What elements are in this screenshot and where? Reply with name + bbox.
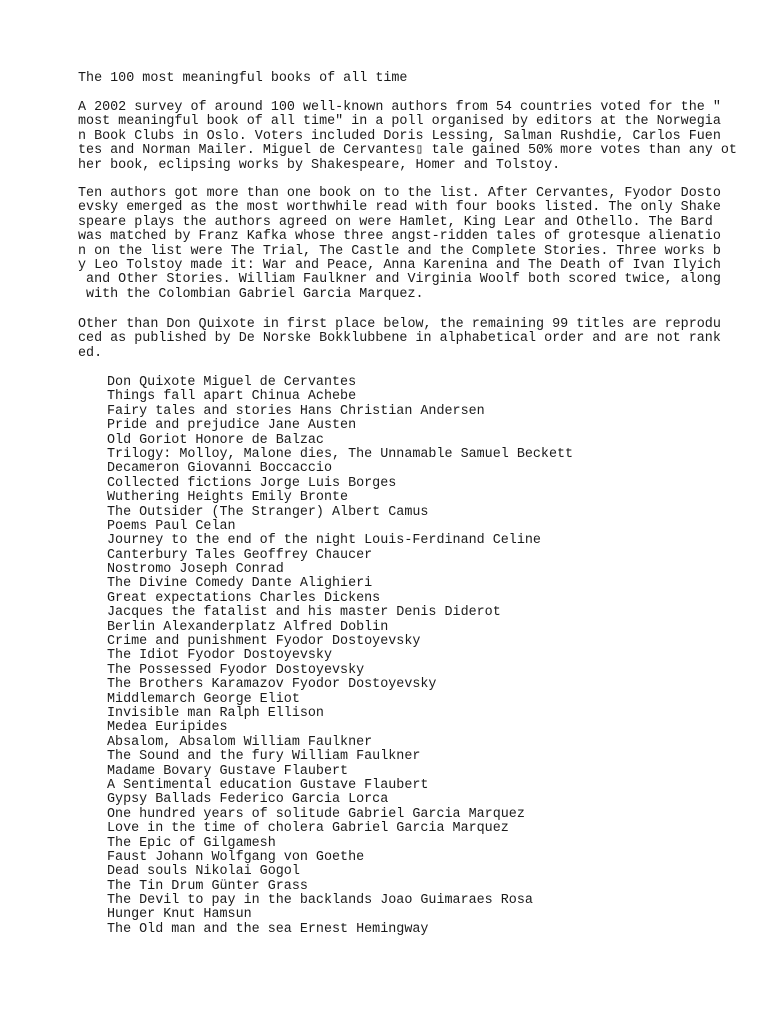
book-list-item: Medea Euripides bbox=[107, 720, 228, 736]
book-list-item: Collected fictions Jorge Luis Borges bbox=[107, 475, 397, 491]
book-list-item: Things fall apart Chinua Achebe bbox=[107, 389, 357, 405]
ordering-paragraph: Other than Don Quixote in first place below, the remaining 99 titles are reprodu ced as published by De Norske Bokklubbene in alphabetical order and are not rank ed. bbox=[78, 317, 721, 361]
book-list-item: Madame Bovary Gustave Flaubert bbox=[107, 763, 349, 779]
book-list-item: Love in the time of cholera Gabriel Garcia Marquez bbox=[107, 821, 509, 837]
book-list-item: Gypsy Ballads Federico Garcia Lorca bbox=[107, 792, 389, 808]
book-list-item: The Tin Drum Günter Grass bbox=[107, 878, 308, 894]
book-list-item: Decameron Giovanni Boccaccio bbox=[107, 461, 332, 477]
book-list-item: The Sound and the fury William Faulkner bbox=[107, 749, 421, 765]
book-list-item: Invisible man Ralph Ellison bbox=[107, 705, 324, 721]
book-list-item: The Devil to pay in the backlands Joao Guimaraes Rosa bbox=[107, 893, 533, 909]
book-list bbox=[107, 376, 573, 937]
book-list-item: Absalom, Absalom William Faulkner bbox=[107, 734, 373, 750]
book-list-item: Hunger Knut Hamsun bbox=[107, 907, 252, 923]
document-title: The 100 most meaningful books of all time bbox=[78, 71, 408, 86]
book-list-item: Middlemarch George Eliot bbox=[107, 691, 300, 707]
book-list-item: The Brothers Karamazov Fyodor Dostoyevsky bbox=[107, 677, 437, 693]
book-list-item: Trilogy: Molloy, Malone dies, The Unnamable Samuel Beckett bbox=[107, 446, 574, 462]
book-list-item: Fairy tales and stories Hans Christian Andersen bbox=[107, 403, 485, 419]
book-list-item: The Idiot Fyodor Dostoyevsky bbox=[107, 648, 332, 664]
book-list-item: Pride and prejudice Jane Austen bbox=[107, 418, 357, 434]
book-list-item: Faust Johann Wolfgang von Goethe bbox=[107, 849, 365, 865]
authors-paragraph: Ten authors got more than one book on to the list. After Cervantes, Fyodor Dosto evsky emerged as the most worthwhile read with four books listed. The only Shake speare plays the authors agreed on were Hamlet, King Lear and Othello. The Bard was matched by Franz Kafka whose three angst-ridden tales of grotesque alienatio n on the list were The Trial, The Castle and the Complete Stories. Three works b y Leo Tolstoy made it: War and Peace, Anna Karenina and The Death of Ivan Ilyich and Other Stories. William Faulkner and Virginia Woolf both scored twice, along with the Colombian Gabriel Garcia Marquez. bbox=[78, 186, 721, 302]
book-list-item: Dead souls Nikolai Gogol bbox=[107, 864, 300, 880]
book-list-item: The Outsider (The Stranger) Albert Camus bbox=[107, 504, 429, 520]
intro-paragraph: A 2002 survey of around 100 well-known authors from 54 countries voted for the " most meaningful book of all time" in a poll organised by editors at the Norwegia n Book Clubs in Oslo. Voters included Doris Lessing, Salman Rushdie, Carlos Fuen tes and Norman Mailer. Miguel de Cervantes▯ tale gained 50% more votes than any ot her book, eclipsing works by Shakespeare, Homer and Tolstoy. bbox=[78, 100, 737, 173]
book-list-item: Don Quixote Miguel de Cervantes bbox=[107, 375, 357, 390]
book-list-item: The Divine Comedy Dante Alighieri bbox=[107, 576, 373, 592]
book-list-item: The Epic of Gilgamesh bbox=[107, 835, 276, 851]
book-list-item: Poems Paul Celan bbox=[107, 518, 236, 534]
book-list-item: Berlin Alexanderplatz Alfred Doblin bbox=[107, 619, 389, 635]
book-list-item: Crime and punishment Fyodor Dostoyevsky bbox=[107, 634, 421, 650]
book-list-item: One hundred years of solitude Gabriel Garcia Marquez bbox=[107, 806, 525, 822]
book-list-item: The Possessed Fyodor Dostoyevsky bbox=[107, 662, 365, 678]
book-list-item: Jacques the fatalist and his master Denis Diderot bbox=[107, 605, 501, 621]
book-list-item: A Sentimental education Gustave Flaubert bbox=[107, 777, 429, 793]
book-list-item: Old Goriot Honore de Balzac bbox=[107, 432, 324, 448]
book-list-item: Canterbury Tales Geoffrey Chaucer bbox=[107, 547, 373, 563]
book-list-item: The Old man and the sea Ernest Hemingway bbox=[107, 921, 429, 937]
book-list-item: Wuthering Heights Emily Bronte bbox=[107, 490, 349, 506]
book-list-item: Great expectations Charles Dickens bbox=[107, 590, 381, 606]
book-list-item: Nostromo Joseph Conrad bbox=[107, 562, 284, 578]
book-list-item: Journey to the end of the night Louis-Ferdinand Celine bbox=[107, 533, 541, 549]
